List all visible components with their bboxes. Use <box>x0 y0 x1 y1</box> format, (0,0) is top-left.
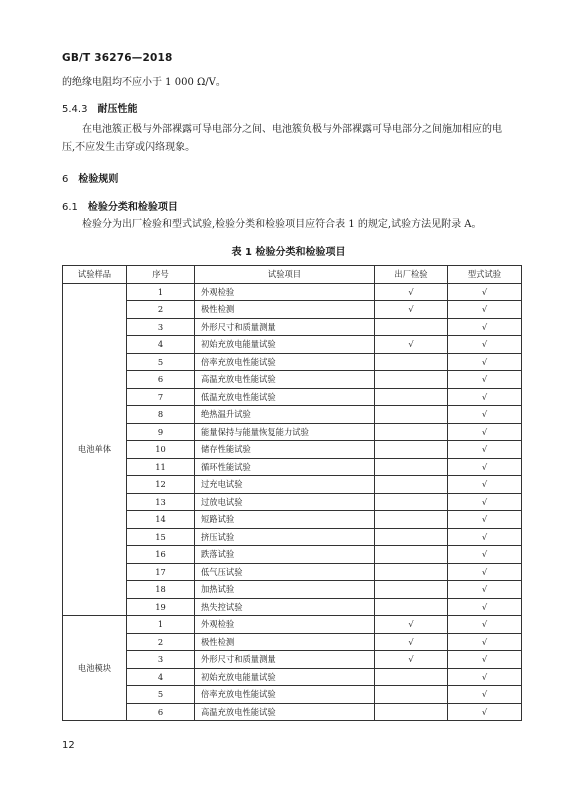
column-header: 出厂检验 <box>375 266 448 284</box>
row-number-cell: 4 <box>127 668 195 686</box>
test-item-cell: 跌落试验 <box>195 546 375 564</box>
factory-inspection-check: √ <box>375 301 448 319</box>
table-row <box>63 301 522 319</box>
section-heading-6-1 <box>62 198 178 213</box>
factory-inspection-check <box>375 686 448 704</box>
table-row <box>63 528 522 546</box>
table-row <box>63 546 522 564</box>
row-number-cell: 4 <box>127 336 195 354</box>
row-number-cell: 8 <box>127 406 195 424</box>
table-row <box>63 371 522 389</box>
factory-inspection-check: √ <box>375 283 448 301</box>
table-row <box>63 633 522 651</box>
column-header: 试验样品 <box>63 266 127 284</box>
test-item-cell: 热失控试验 <box>195 598 375 616</box>
type-test-check: √ <box>448 563 522 581</box>
paragraph-line: 检验分为出厂检验和型式试验,检验分类和检验项目应符合表 1 的规定,试验方法见附录 A。 <box>82 219 482 230</box>
type-test-check: √ <box>448 353 522 371</box>
row-number-cell: 13 <box>127 493 195 511</box>
factory-inspection-check <box>375 493 448 511</box>
type-test-check: √ <box>448 318 522 336</box>
table-row <box>63 353 522 371</box>
row-number-cell: 3 <box>127 318 195 336</box>
test-item-cell: 绝热温升试验 <box>195 406 375 424</box>
table-row <box>63 686 522 704</box>
test-item-cell: 倍率充放电性能试验 <box>195 686 375 704</box>
type-test-check: √ <box>448 493 522 511</box>
section-number: 6 <box>62 174 69 185</box>
row-number-cell: 9 <box>127 423 195 441</box>
page-number: 12 <box>62 740 75 751</box>
table-row <box>63 668 522 686</box>
row-number-cell: 12 <box>127 476 195 494</box>
test-item-cell: 挤压试验 <box>195 528 375 546</box>
table-row <box>63 283 522 301</box>
row-number-cell: 3 <box>127 651 195 669</box>
paragraph-line: 在电池簇正极与外部裸露可导电部分之间、电池簇负极与外部裸露可导电部分之间施加相应的电 <box>82 124 502 135</box>
table-row <box>63 423 522 441</box>
standard-number: GB/T 36276—2018 <box>62 52 173 64</box>
type-test-check: √ <box>448 406 522 424</box>
type-test-check: √ <box>448 283 522 301</box>
row-number-cell: 2 <box>127 633 195 651</box>
row-number-cell: 6 <box>127 371 195 389</box>
type-test-check: √ <box>448 301 522 319</box>
paragraph-line: 压,不应发生击穿或闪络现象。 <box>62 142 196 153</box>
type-test-check: √ <box>448 668 522 686</box>
test-item-cell: 初始充放电能量试验 <box>195 336 375 354</box>
test-item-cell: 外形尺寸和质量测量 <box>195 318 375 336</box>
factory-inspection-check <box>375 406 448 424</box>
type-test-check: √ <box>448 458 522 476</box>
factory-inspection-check <box>375 668 448 686</box>
row-number-cell: 16 <box>127 546 195 564</box>
factory-inspection-check <box>375 581 448 599</box>
row-number-cell: 15 <box>127 528 195 546</box>
factory-inspection-check: √ <box>375 336 448 354</box>
row-number-cell: 19 <box>127 598 195 616</box>
test-item-cell: 高温充放电性能试验 <box>195 703 375 721</box>
table-row <box>63 651 522 669</box>
test-item-cell: 高温充放电性能试验 <box>195 371 375 389</box>
type-test-check: √ <box>448 441 522 459</box>
table-row <box>63 441 522 459</box>
type-test-check: √ <box>448 371 522 389</box>
section-title: 耐压性能 <box>97 104 138 115</box>
test-item-cell: 倍率充放电性能试验 <box>195 353 375 371</box>
section-heading-5-4-3 <box>62 100 137 115</box>
column-header: 序号 <box>127 266 195 284</box>
test-item-cell: 过放电试验 <box>195 493 375 511</box>
sample-group-cell: 电池模块 <box>63 616 127 721</box>
factory-inspection-check <box>375 423 448 441</box>
factory-inspection-check <box>375 388 448 406</box>
paragraph-line: 的绝缘电阻均不应小于 1 000 Ω/V。 <box>62 77 226 88</box>
type-test-check: √ <box>448 511 522 529</box>
factory-inspection-check <box>375 511 448 529</box>
factory-inspection-check <box>375 598 448 616</box>
factory-inspection-check: √ <box>375 616 448 634</box>
row-number-cell: 18 <box>127 581 195 599</box>
section-title: 检验规则 <box>78 174 119 185</box>
factory-inspection-check <box>375 353 448 371</box>
table-row <box>63 493 522 511</box>
row-number-cell: 11 <box>127 458 195 476</box>
factory-inspection-check <box>375 458 448 476</box>
type-test-check: √ <box>448 598 522 616</box>
test-item-cell: 外观检验 <box>195 616 375 634</box>
row-number-cell: 17 <box>127 563 195 581</box>
type-test-check: √ <box>448 633 522 651</box>
type-test-check: √ <box>448 703 522 721</box>
type-test-check: √ <box>448 546 522 564</box>
table-row <box>63 703 522 721</box>
type-test-check: √ <box>448 336 522 354</box>
test-item-cell: 能量保持与能量恢复能力试验 <box>195 423 375 441</box>
table-header-row <box>63 266 522 284</box>
table-caption: 表 1 检验分类和检验项目 <box>231 247 346 258</box>
table-row <box>63 563 522 581</box>
table-row <box>63 598 522 616</box>
table-row <box>63 511 522 529</box>
factory-inspection-check <box>375 371 448 389</box>
table-row <box>63 388 522 406</box>
row-number-cell: 10 <box>127 441 195 459</box>
section-number: 5.4.3 <box>62 104 88 115</box>
section-heading-6 <box>62 170 118 185</box>
type-test-check: √ <box>448 388 522 406</box>
row-number-cell: 1 <box>127 616 195 634</box>
test-item-cell: 储存性能试验 <box>195 441 375 459</box>
factory-inspection-check <box>375 441 448 459</box>
column-header: 型式试验 <box>448 266 522 284</box>
factory-inspection-check <box>375 703 448 721</box>
row-number-cell: 5 <box>127 686 195 704</box>
table-row <box>63 616 522 634</box>
row-number-cell: 2 <box>127 301 195 319</box>
table-row <box>63 336 522 354</box>
sample-group-cell: 电池单体 <box>63 283 127 616</box>
row-number-cell: 14 <box>127 511 195 529</box>
row-number-cell: 5 <box>127 353 195 371</box>
table-row <box>63 406 522 424</box>
test-item-cell: 低气压试验 <box>195 563 375 581</box>
test-item-cell: 短路试验 <box>195 511 375 529</box>
table-row <box>63 581 522 599</box>
factory-inspection-check: √ <box>375 633 448 651</box>
factory-inspection-check <box>375 528 448 546</box>
column-header: 试验项目 <box>195 266 375 284</box>
test-item-cell: 低温充放电性能试验 <box>195 388 375 406</box>
test-item-cell: 外观检验 <box>195 283 375 301</box>
inspection-table <box>62 265 522 721</box>
test-item-cell: 初始充放电能量试验 <box>195 668 375 686</box>
test-item-cell: 极性检测 <box>195 633 375 651</box>
section-number: 6.1 <box>62 202 78 213</box>
test-item-cell: 极性检测 <box>195 301 375 319</box>
type-test-check: √ <box>448 476 522 494</box>
section-title: 检验分类和检验项目 <box>87 202 178 213</box>
type-test-check: √ <box>448 686 522 704</box>
type-test-check: √ <box>448 616 522 634</box>
test-item-cell: 过充电试验 <box>195 476 375 494</box>
factory-inspection-check <box>375 318 448 336</box>
table-row <box>63 458 522 476</box>
type-test-check: √ <box>448 581 522 599</box>
table-row <box>63 318 522 336</box>
factory-inspection-check <box>375 563 448 581</box>
test-item-cell: 循环性能试验 <box>195 458 375 476</box>
row-number-cell: 7 <box>127 388 195 406</box>
type-test-check: √ <box>448 423 522 441</box>
test-item-cell: 外形尺寸和质量测量 <box>195 651 375 669</box>
row-number-cell: 6 <box>127 703 195 721</box>
row-number-cell: 1 <box>127 283 195 301</box>
factory-inspection-check <box>375 546 448 564</box>
factory-inspection-check: √ <box>375 651 448 669</box>
factory-inspection-check <box>375 476 448 494</box>
test-item-cell: 加热试验 <box>195 581 375 599</box>
type-test-check: √ <box>448 651 522 669</box>
type-test-check: √ <box>448 528 522 546</box>
table-row <box>63 476 522 494</box>
